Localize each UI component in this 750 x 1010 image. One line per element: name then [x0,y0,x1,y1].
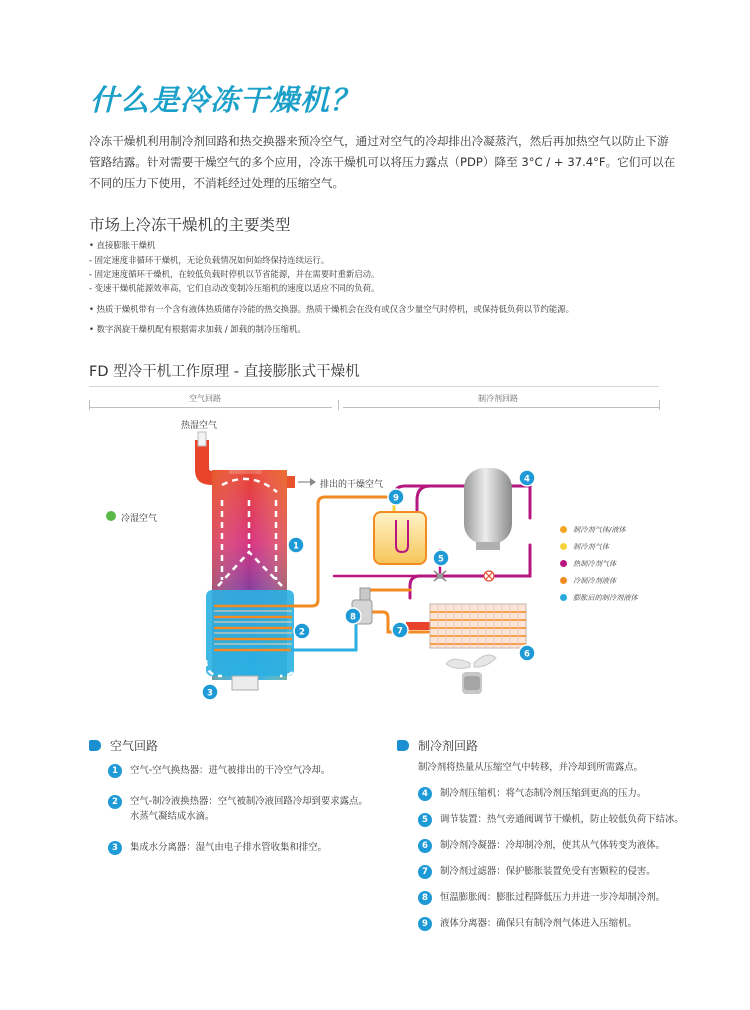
type-item: • 热质干燥机带有一个含有液体热质储存冷能的热交换器。热质干燥机会在没有或仅含少量空气时停机，或保持低负荷以节约能源。 [89,304,574,314]
air-section-title: 空气回路 [89,737,158,754]
legend [560,521,638,606]
dry-air-label: 排出的干燥空气 [320,480,384,490]
legend-swatch [560,543,567,550]
number-marker [392,622,408,638]
legend-item: 热制冷剂气体 [560,555,638,572]
type-item: - 固定速度非循环干燥机，无论负载情况如何始终保持连续运行。 [89,255,330,265]
svg-text:1: 1 [293,541,299,552]
list-item: 9 液体分离器：确保只有制冷剂气体进入压缩机。 [418,916,718,931]
legend-swatch [560,560,567,567]
svg-text:9: 9 [393,493,399,504]
list-item: 8 恒温膨胀阀：膨胀过程降低压力并进一步冷却制冷剂。 [418,890,718,905]
svg-text:2: 2 [299,627,305,638]
svg-text:3: 3 [207,688,213,699]
condenser [430,604,526,648]
list-item: 7 制冷剂过滤器：保护膨胀装置免受有害颗粒的侵害。 [418,864,718,879]
section-tag [89,740,101,751]
list-item: 2 空气-制冷液换热器：空气被制冷液回路冷却到要求露点。水蒸气凝结成水滴。 [108,794,370,824]
svg-text:6: 6 [524,649,530,660]
list-item: 6 制冷剂冷凝器：冷却制冷剂，使其从气体转变为液体。 [418,838,718,853]
fan [446,655,496,694]
compressor [464,468,512,550]
number-marker [433,550,449,566]
air-circuit-caption: 空气回路 [189,394,221,403]
heat-exchanger-tower [206,470,296,690]
discharge-arrow [310,478,316,486]
hot-humid-air-label: 热湿空气 [181,421,218,431]
section-tag [397,740,409,751]
legend-swatch [560,526,567,533]
svg-text:4: 4 [524,474,530,485]
number-marker [202,684,218,700]
svg-text:5: 5 [438,554,444,565]
type-item: - 固定速度循环干燥机，在较低负载时停机以节省能源，并在需要时重新启动。 [89,269,380,279]
diagram-title: FD 型冷干机工作原理 - 直接膨胀式干燥机 [89,364,360,380]
page-title: 什么是冷冻干燥机？ [90,83,361,117]
number-marker [519,470,535,486]
refrigerant-section-title: 制冷剂回路 [397,737,478,754]
liquid-separator [374,512,426,564]
svg-text:8: 8 [350,612,356,623]
types-heading: 市场上冷冻干燥机的主要类型 [89,216,291,234]
list-item: 4 制冷剂压缩机：将气态制冷剂压缩到更高的压力。 [418,786,718,801]
type-item: • 直接膨胀干燥机 [89,240,156,250]
filter [406,622,430,630]
cold-humid-air-label: 冷湿空气 [121,514,158,524]
refrigerant-section-list [418,786,718,931]
intro-paragraph: 冷冻干燥机利用制冷剂回路和热交换器来预冷空气，通过对空气的冷却排出冷凝蒸汽，然后再加热空气以防止下游管路结露。针对需要干燥空气的多个应用，冷冻干燥机可以将压力露点（PDP）降至 3°C / + 37.4°F。它们可以在不同的压力下使用，不消耗经过处理的压缩空气。 [89,134,676,190]
number-marker [288,537,304,553]
cold-air-marker [106,511,116,521]
number-marker [294,623,310,639]
type-item: • 数字涡旋干燥机配有根据需求加载 / 卸载的制冷压缩机。 [89,324,306,334]
type-item: - 变速干燥机能源效率高，它们自动改变制冷压缩机的速度以适应不同的负荷。 [89,283,380,293]
refrigerant-circuit-caption: 制冷剂回路 [478,394,518,403]
list-item: 1 空气-空气换热器：进气被排出的干冷空气冷却。 [108,763,370,778]
svg-text:7: 7 [397,626,403,637]
number-marker [388,489,404,505]
list-item: 5 调节装置：热气旁通阀调节干燥机，防止较低负荷下结冰。 [418,812,718,827]
number-marker [345,608,361,624]
list-item: 3 集成水分离器：湿气由电子排水管收集和排空。 [108,840,370,855]
legend-item: 冷制冷剂液体 [560,572,638,589]
legend-item: 制冷剂气体 [560,538,638,555]
air-section-list [108,763,370,855]
legend-swatch [560,594,567,601]
legend-swatch [560,577,567,584]
legend-item: 制冷剂气体/液体 [560,521,638,538]
legend-item: 膨胀后的制冷剂液体 [560,589,638,606]
number-marker [519,645,535,661]
refrigerant-intro: 制冷剂将热量从压缩空气中转移，并冷却到所需露点。 [418,762,644,773]
